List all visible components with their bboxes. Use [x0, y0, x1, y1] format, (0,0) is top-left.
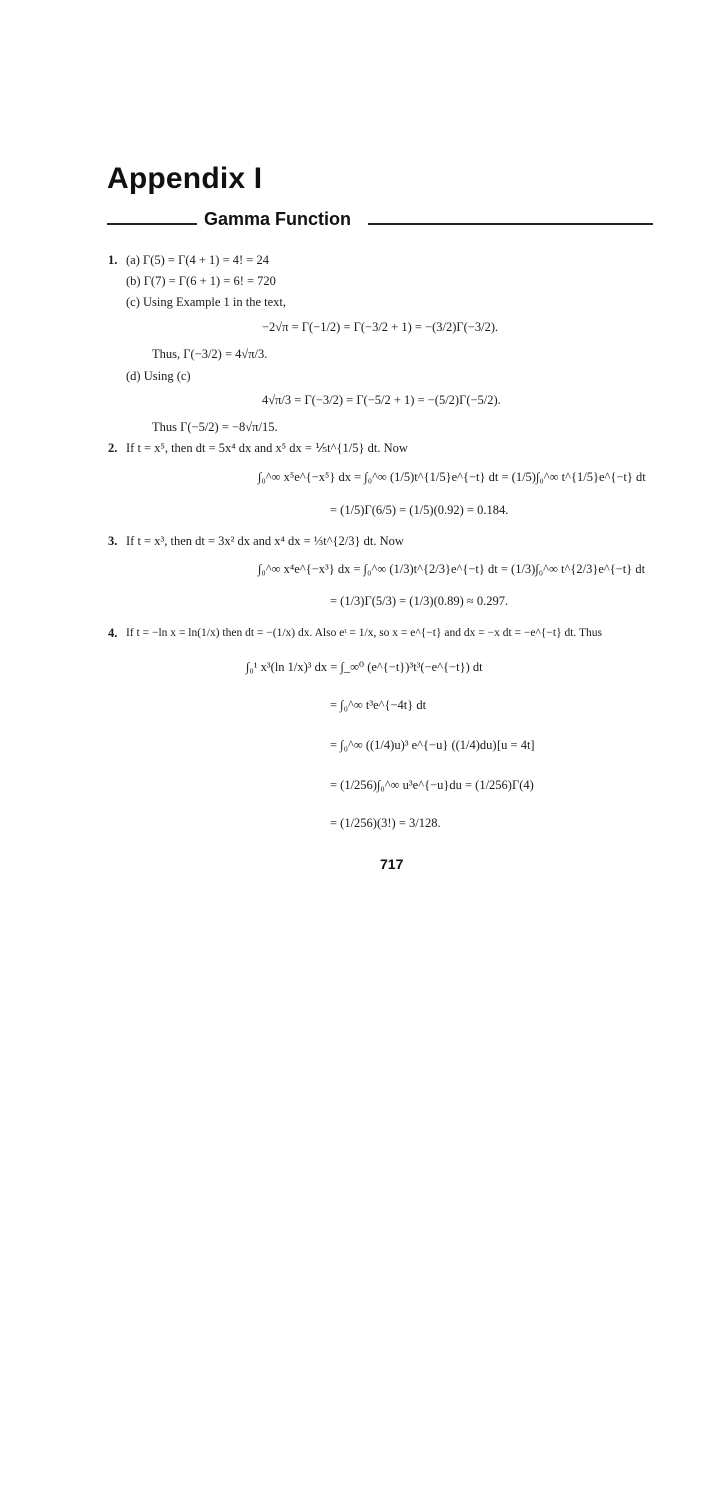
problem-4-equation-3: = ∫₀^∞ ((1/4)u)³ e^{−u} ((1/4)du): [330, 738, 497, 752]
problem-3-intro: If t = x³, then dt = 3x² dx and x⁴ dx = ⅓t^{2/3} dt. Now: [126, 534, 404, 548]
problem-1d: (d) Using (c): [126, 369, 191, 383]
problem-2-equation-1: ∫₀^∞ x⁵e^{−x⁵} dx = ∫₀^∞ (1/5)t^{1/5}e^{−t} dt = (1/5)∫₀^∞ t^{1/5}e^{−t} dt: [258, 470, 646, 484]
problem-4-equation-5: = (1/256)(3!) = 3/128.: [330, 816, 441, 830]
problem-4-equation-2: = ∫₀^∞ t³e^{−4t} dt: [330, 698, 427, 712]
problem-3-equation-1: ∫₀^∞ x⁴e^{−x³} dx = ∫₀^∞ (1/3)t^{2/3}e^{−t} dt = (1/3)∫₀^∞ t^{2/3}e^{−t} dt: [258, 562, 646, 576]
problem-1a: (a) Γ(5) = Γ(4 + 1) = 4! = 24: [126, 253, 269, 267]
problem-4-equation-1: ∫₀¹ x³(ln 1/x)³ dx = ∫_∞⁰ (e^{−t})³t³(−e^{−t}) dt: [246, 660, 483, 674]
problem-1c-result: Thus, Γ(−3/2) = 4√π/3.: [152, 347, 268, 361]
problem-3-equation-2: = (1/3)Γ(5/3) = (1/3)(0.89) ≈ 0.297.: [330, 594, 509, 608]
problem-4-equation-4: = (1/256)∫₀^∞ u³e^{−u}du = (1/256)Γ(4): [330, 778, 534, 792]
rule-right: [368, 223, 653, 225]
rule-left: [107, 223, 197, 225]
problem-1c: (c) Using Example 1 in the text,: [126, 295, 287, 309]
problem-1b: (b) Γ(7) = Γ(6 + 1) = 6! = 720: [126, 274, 276, 288]
page-number: 717: [380, 856, 404, 872]
problem-2-intro: If t = x⁵, then dt = 5x⁴ dx and x⁵ dx = ⅕t^{1/5} dt. Now: [126, 441, 408, 455]
section-title: Gamma Function: [204, 209, 352, 229]
problem-1d-result: Thus Γ(−5/2) = −8√π/15.: [152, 420, 278, 434]
problem-4-intro: If t = −ln x = ln(1/x) then dt = −(1/x) dx. Also eᵗ = 1/x, so x = e^{−t} and dx = −x dt = −e^{−t} dt. Thus: [126, 627, 602, 639]
problem-2-number: 2.: [108, 441, 118, 455]
problem-1-number: 1.: [108, 253, 118, 267]
problem-4-number: 4.: [108, 626, 118, 640]
problem-3-number: 3.: [108, 534, 118, 548]
problem-4-substitution-note: [u = 4t]: [497, 738, 535, 752]
problem-1c-equation: −2√π = Γ(−1/2) = Γ(−3/2 + 1) = −(3/2)Γ(−3/2).: [262, 320, 499, 334]
problem-1d-equation: 4√π/3 = Γ(−3/2) = Γ(−5/2 + 1) = −(5/2)Γ(−5/2).: [262, 393, 501, 407]
appendix-title: Appendix I: [107, 162, 263, 195]
problem-2-equation-2: = (1/5)Γ(6/5) = (1/5)(0.92) = 0.184.: [330, 503, 509, 517]
